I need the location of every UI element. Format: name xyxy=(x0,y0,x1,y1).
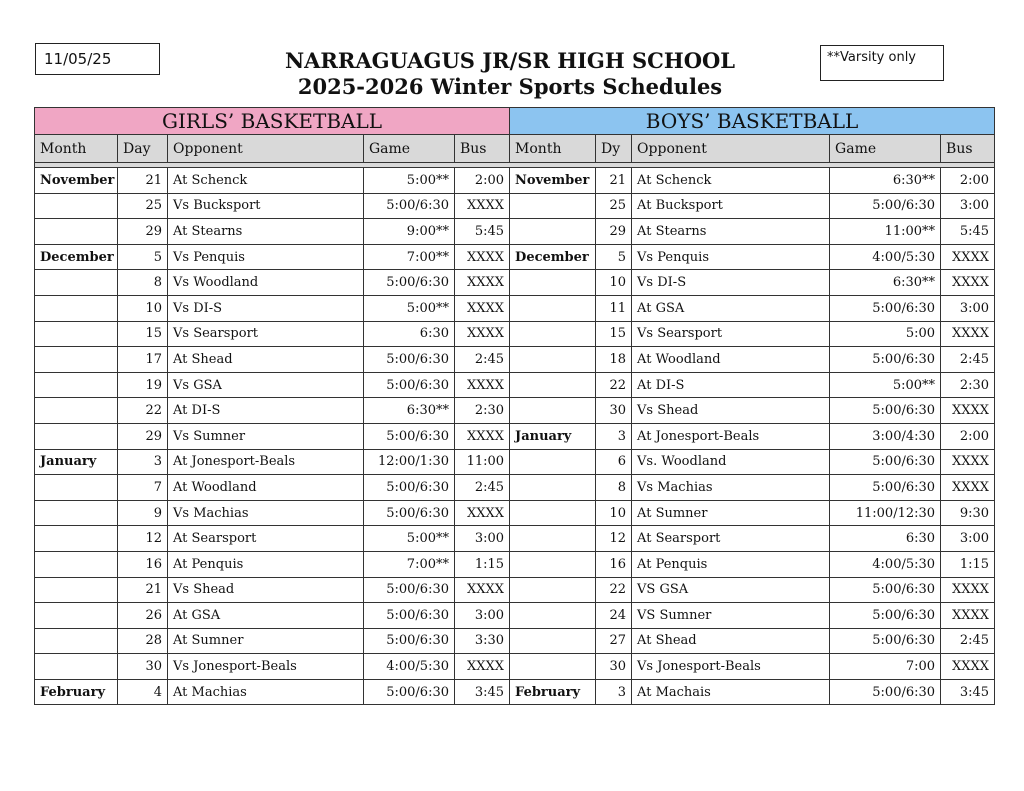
girls-day-cell: 19 xyxy=(118,372,168,398)
boys-day-cell: 3 xyxy=(596,679,632,705)
table-row xyxy=(35,398,995,424)
girls-day-cell: 16 xyxy=(118,551,168,577)
boys-opponent-cell: At Jonesport-Beals xyxy=(632,423,830,449)
girls-month-cell xyxy=(35,347,118,373)
girls-day-cell: 29 xyxy=(118,219,168,245)
boys-day-cell: 3 xyxy=(596,423,632,449)
girls-day-cell: 15 xyxy=(118,321,168,347)
girls-bus-cell: XXXX xyxy=(455,500,510,526)
girls-game-cell: 12:00/1:30 xyxy=(364,449,455,475)
girls-month-cell xyxy=(35,219,118,245)
boys-bus-cell: XXXX xyxy=(941,321,995,347)
table-row xyxy=(35,372,995,398)
boys-game-cell: 5:00/6:30 xyxy=(830,193,941,219)
girls-day-cell: 28 xyxy=(118,628,168,654)
boys-day-cell: 16 xyxy=(596,551,632,577)
boys-opponent-cell: Vs Penquis xyxy=(632,244,830,270)
boys-month-cell xyxy=(510,347,596,373)
boys-col-bus: Bus xyxy=(941,135,995,163)
girls-basketball-header: GIRLS’ BASKETBALL xyxy=(35,108,510,135)
girls-month-cell: December xyxy=(35,244,118,270)
girls-month-cell xyxy=(35,500,118,526)
boys-game-cell: 5:00/6:30 xyxy=(830,347,941,373)
boys-day-cell: 18 xyxy=(596,347,632,373)
varsity-note: **Varsity only xyxy=(827,50,917,65)
girls-month-cell xyxy=(35,526,118,552)
boys-bus-cell: XXXX xyxy=(941,244,995,270)
girls-day-cell: 22 xyxy=(118,398,168,424)
girls-opponent-cell: At Machias xyxy=(168,679,364,705)
girls-col-month: Month xyxy=(35,135,118,163)
boys-opponent-cell: Vs Jonesport-Beals xyxy=(632,654,830,680)
boys-game-cell: 6:30** xyxy=(830,168,941,194)
boys-opponent-cell: At Shead xyxy=(632,628,830,654)
boys-day-cell: 30 xyxy=(596,654,632,680)
boys-month-cell xyxy=(510,295,596,321)
girls-opponent-cell: Vs GSA xyxy=(168,372,364,398)
boys-opponent-cell: At Bucksport xyxy=(632,193,830,219)
boys-bus-cell: 3:00 xyxy=(941,193,995,219)
girls-day-cell: 26 xyxy=(118,603,168,629)
boys-col-day: Dy xyxy=(596,135,632,163)
girls-col-opponent: Opponent xyxy=(168,135,364,163)
boys-opponent-cell: At GSA xyxy=(632,295,830,321)
girls-opponent-cell: At Jonesport-Beals xyxy=(168,449,364,475)
boys-game-cell: 11:00/12:30 xyxy=(830,500,941,526)
girls-game-cell: 5:00/6:30 xyxy=(364,193,455,219)
girls-game-cell: 5:00** xyxy=(364,168,455,194)
girls-month-cell xyxy=(35,551,118,577)
girls-opponent-cell: Vs Bucksport xyxy=(168,193,364,219)
boys-day-cell: 22 xyxy=(596,372,632,398)
boys-day-cell: 15 xyxy=(596,321,632,347)
girls-month-cell: February xyxy=(35,679,118,705)
girls-month-cell xyxy=(35,372,118,398)
girls-bus-cell: XXXX xyxy=(455,321,510,347)
boys-bus-cell: XXXX xyxy=(941,577,995,603)
table-row xyxy=(35,321,995,347)
girls-opponent-cell: Vs Penquis xyxy=(168,244,364,270)
girls-month-cell xyxy=(35,654,118,680)
boys-month-cell xyxy=(510,475,596,501)
boys-day-cell: 29 xyxy=(596,219,632,245)
boys-bus-cell: XXXX xyxy=(941,475,995,501)
girls-bus-cell: XXXX xyxy=(455,193,510,219)
boys-bus-cell: 3:45 xyxy=(941,679,995,705)
table-row xyxy=(35,449,995,475)
girls-opponent-cell: Vs Shead xyxy=(168,577,364,603)
girls-day-cell: 21 xyxy=(118,168,168,194)
boys-game-cell: 5:00/6:30 xyxy=(830,398,941,424)
boys-game-cell: 5:00/6:30 xyxy=(830,603,941,629)
girls-day-cell: 25 xyxy=(118,193,168,219)
boys-bus-cell: 9:30 xyxy=(941,500,995,526)
girls-opponent-cell: Vs Sumner xyxy=(168,423,364,449)
girls-month-cell xyxy=(35,398,118,424)
girls-opponent-cell: At Woodland xyxy=(168,475,364,501)
school-title: NARRAGUAGUS JR/SR HIGH SCHOOL xyxy=(284,48,736,73)
boys-col-month: Month xyxy=(510,135,596,163)
girls-bus-cell: XXXX xyxy=(455,654,510,680)
boys-month-cell xyxy=(510,449,596,475)
girls-month-cell xyxy=(35,423,118,449)
girls-bus-cell: 3:00 xyxy=(455,526,510,552)
girls-opponent-cell: Vs Searsport xyxy=(168,321,364,347)
boys-game-cell: 5:00** xyxy=(830,372,941,398)
boys-month-cell: November xyxy=(510,168,596,194)
boys-game-cell: 3:00/4:30 xyxy=(830,423,941,449)
girls-day-cell: 17 xyxy=(118,347,168,373)
girls-month-cell xyxy=(35,603,118,629)
table-row xyxy=(35,577,995,603)
girls-day-cell: 21 xyxy=(118,577,168,603)
girls-opponent-cell: At Stearns xyxy=(168,219,364,245)
boys-month-cell xyxy=(510,654,596,680)
boys-day-cell: 27 xyxy=(596,628,632,654)
girls-day-cell: 30 xyxy=(118,654,168,680)
boys-opponent-cell: Vs Shead xyxy=(632,398,830,424)
boys-month-cell: January xyxy=(510,423,596,449)
boys-game-cell: 5:00/6:30 xyxy=(830,449,941,475)
girls-opponent-cell: Vs Jonesport-Beals xyxy=(168,654,364,680)
girls-month-cell xyxy=(35,193,118,219)
boys-game-cell: 5:00/6:30 xyxy=(830,577,941,603)
table-row xyxy=(35,347,995,373)
table-row xyxy=(35,193,995,219)
boys-opponent-cell: At Penquis xyxy=(632,551,830,577)
girls-month-cell xyxy=(35,321,118,347)
boys-game-cell: 4:00/5:30 xyxy=(830,551,941,577)
table-row xyxy=(35,654,995,680)
boys-month-cell xyxy=(510,526,596,552)
girls-day-cell: 8 xyxy=(118,270,168,296)
girls-bus-cell: 2:30 xyxy=(455,398,510,424)
girls-opponent-cell: At Schenck xyxy=(168,168,364,194)
girls-month-cell xyxy=(35,295,118,321)
table-row xyxy=(35,219,995,245)
girls-bus-cell: XXXX xyxy=(455,295,510,321)
boys-bus-cell: 2:00 xyxy=(941,423,995,449)
boys-month-cell xyxy=(510,551,596,577)
boys-day-cell: 8 xyxy=(596,475,632,501)
girls-game-cell: 4:00/5:30 xyxy=(364,654,455,680)
girls-opponent-cell: At Sumner xyxy=(168,628,364,654)
table-row xyxy=(35,526,995,552)
date-text: 11/05/25 xyxy=(44,50,112,68)
girls-game-cell: 5:00/6:30 xyxy=(364,577,455,603)
boys-opponent-cell: At Machais xyxy=(632,679,830,705)
girls-month-cell xyxy=(35,270,118,296)
girls-opponent-cell: At DI-S xyxy=(168,398,364,424)
boys-month-cell xyxy=(510,577,596,603)
boys-game-cell: 5:00 xyxy=(830,321,941,347)
boys-month-cell xyxy=(510,372,596,398)
girls-game-cell: 5:00/6:30 xyxy=(364,270,455,296)
girls-col-day: Day xyxy=(118,135,168,163)
table-row xyxy=(35,500,995,526)
boys-bus-cell: 5:45 xyxy=(941,219,995,245)
girls-bus-cell: 2:00 xyxy=(455,168,510,194)
boys-col-game: Game xyxy=(830,135,941,163)
boys-opponent-cell: At Searsport xyxy=(632,526,830,552)
boys-bus-cell: 2:00 xyxy=(941,168,995,194)
date-box xyxy=(35,43,160,75)
boys-opponent-cell: Vs Searsport xyxy=(632,321,830,347)
boys-opponent-cell: At Stearns xyxy=(632,219,830,245)
boys-col-opponent: Opponent xyxy=(632,135,830,163)
girls-bus-cell: 1:15 xyxy=(455,551,510,577)
table-row xyxy=(35,475,995,501)
boys-day-cell: 24 xyxy=(596,603,632,629)
boys-game-cell: 11:00** xyxy=(830,219,941,245)
girls-opponent-cell: Vs Woodland xyxy=(168,270,364,296)
girls-bus-cell: 3:00 xyxy=(455,603,510,629)
girls-col-game: Game xyxy=(364,135,455,163)
girls-bus-cell: 2:45 xyxy=(455,475,510,501)
girls-month-cell: November xyxy=(35,168,118,194)
girls-game-cell: 5:00/6:30 xyxy=(364,500,455,526)
girls-month-cell xyxy=(35,475,118,501)
varsity-note-box xyxy=(820,45,944,81)
boys-opponent-cell: Vs. Woodland xyxy=(632,449,830,475)
boys-game-cell: 7:00 xyxy=(830,654,941,680)
boys-month-cell: February xyxy=(510,679,596,705)
girls-month-cell xyxy=(35,577,118,603)
girls-month-cell xyxy=(35,628,118,654)
boys-opponent-cell: At Woodland xyxy=(632,347,830,373)
boys-bus-cell: 2:45 xyxy=(941,628,995,654)
boys-day-cell: 11 xyxy=(596,295,632,321)
boys-day-cell: 21 xyxy=(596,168,632,194)
schedule-body xyxy=(35,168,995,705)
girls-game-cell: 6:30** xyxy=(364,398,455,424)
boys-month-cell xyxy=(510,219,596,245)
girls-bus-cell: XXXX xyxy=(455,423,510,449)
boys-opponent-cell: Vs DI-S xyxy=(632,270,830,296)
girls-day-cell: 3 xyxy=(118,449,168,475)
boys-opponent-cell: VS GSA xyxy=(632,577,830,603)
boys-month-cell xyxy=(510,500,596,526)
boys-day-cell: 30 xyxy=(596,398,632,424)
boys-opponent-cell: At Schenck xyxy=(632,168,830,194)
boys-game-cell: 5:00/6:30 xyxy=(830,679,941,705)
table-row xyxy=(35,679,995,705)
girls-day-cell: 5 xyxy=(118,244,168,270)
girls-opponent-cell: At Shead xyxy=(168,347,364,373)
table-row xyxy=(35,423,995,449)
girls-bus-cell: XXXX xyxy=(455,577,510,603)
boys-bus-cell: XXXX xyxy=(941,398,995,424)
girls-game-cell: 5:00/6:30 xyxy=(364,475,455,501)
table-row xyxy=(35,551,995,577)
boys-bus-cell: 3:00 xyxy=(941,526,995,552)
boys-game-cell: 6:30** xyxy=(830,270,941,296)
girls-day-cell: 12 xyxy=(118,526,168,552)
table-row xyxy=(35,270,995,296)
boys-month-cell xyxy=(510,270,596,296)
girls-bus-cell: 3:30 xyxy=(455,628,510,654)
girls-game-cell: 5:00/6:30 xyxy=(364,679,455,705)
boys-game-cell: 4:00/5:30 xyxy=(830,244,941,270)
girls-game-cell: 7:00** xyxy=(364,244,455,270)
girls-day-cell: 4 xyxy=(118,679,168,705)
boys-bus-cell: 1:15 xyxy=(941,551,995,577)
boys-game-cell: 5:00/6:30 xyxy=(830,295,941,321)
girls-day-cell: 10 xyxy=(118,295,168,321)
schedule-subtitle: 2025-2026 Winter Sports Schedules xyxy=(297,74,723,99)
boys-opponent-cell: VS Sumner xyxy=(632,603,830,629)
girls-month-cell: January xyxy=(35,449,118,475)
girls-opponent-cell: At Searsport xyxy=(168,526,364,552)
boys-month-cell xyxy=(510,398,596,424)
girls-game-cell: 9:00** xyxy=(364,219,455,245)
girls-bus-cell: XXXX xyxy=(455,372,510,398)
girls-game-cell: 5:00/6:30 xyxy=(364,372,455,398)
girls-day-cell: 7 xyxy=(118,475,168,501)
table-row xyxy=(35,628,995,654)
schedule-table xyxy=(34,107,995,705)
boys-month-cell xyxy=(510,321,596,347)
girls-game-cell: 5:00** xyxy=(364,295,455,321)
girls-opponent-cell: At GSA xyxy=(168,603,364,629)
girls-bus-cell: 3:45 xyxy=(455,679,510,705)
boys-game-cell: 5:00/6:30 xyxy=(830,628,941,654)
table-row xyxy=(35,244,995,270)
girls-game-cell: 5:00/6:30 xyxy=(364,628,455,654)
girls-col-bus: Bus xyxy=(455,135,510,163)
boys-day-cell: 5 xyxy=(596,244,632,270)
boys-month-cell: December xyxy=(510,244,596,270)
girls-opponent-cell: Vs DI-S xyxy=(168,295,364,321)
girls-bus-cell: 5:45 xyxy=(455,219,510,245)
boys-bus-cell: 3:00 xyxy=(941,295,995,321)
girls-day-cell: 29 xyxy=(118,423,168,449)
boys-bus-cell: XXXX xyxy=(941,654,995,680)
boys-day-cell: 12 xyxy=(596,526,632,552)
table-row xyxy=(35,168,995,194)
girls-bus-cell: XXXX xyxy=(455,270,510,296)
girls-game-cell: 5:00/6:30 xyxy=(364,423,455,449)
boys-bus-cell: XXXX xyxy=(941,449,995,475)
boys-game-cell: 5:00/6:30 xyxy=(830,475,941,501)
boys-opponent-cell: At Sumner xyxy=(632,500,830,526)
girls-game-cell: 5:00/6:30 xyxy=(364,603,455,629)
girls-game-cell: 7:00** xyxy=(364,551,455,577)
table-row xyxy=(35,603,995,629)
girls-game-cell: 5:00** xyxy=(364,526,455,552)
boys-day-cell: 25 xyxy=(596,193,632,219)
table-row xyxy=(35,295,995,321)
boys-month-cell xyxy=(510,628,596,654)
girls-bus-cell: 11:00 xyxy=(455,449,510,475)
boys-bus-cell: 2:45 xyxy=(941,347,995,373)
boys-month-cell xyxy=(510,193,596,219)
boys-month-cell xyxy=(510,603,596,629)
boys-day-cell: 22 xyxy=(596,577,632,603)
boys-day-cell: 10 xyxy=(596,270,632,296)
boys-game-cell: 6:30 xyxy=(830,526,941,552)
boys-day-cell: 10 xyxy=(596,500,632,526)
boys-bus-cell: 2:30 xyxy=(941,372,995,398)
boys-bus-cell: XXXX xyxy=(941,603,995,629)
girls-game-cell: 5:00/6:30 xyxy=(364,347,455,373)
boys-bus-cell: XXXX xyxy=(941,270,995,296)
girls-opponent-cell: At Penquis xyxy=(168,551,364,577)
girls-opponent-cell: Vs Machias xyxy=(168,500,364,526)
girls-game-cell: 6:30 xyxy=(364,321,455,347)
boys-opponent-cell: At DI-S xyxy=(632,372,830,398)
boys-basketball-header: BOYS’ BASKETBALL xyxy=(510,108,995,135)
girls-bus-cell: XXXX xyxy=(455,244,510,270)
boys-day-cell: 6 xyxy=(596,449,632,475)
boys-opponent-cell: Vs Machias xyxy=(632,475,830,501)
girls-day-cell: 9 xyxy=(118,500,168,526)
girls-bus-cell: 2:45 xyxy=(455,347,510,373)
